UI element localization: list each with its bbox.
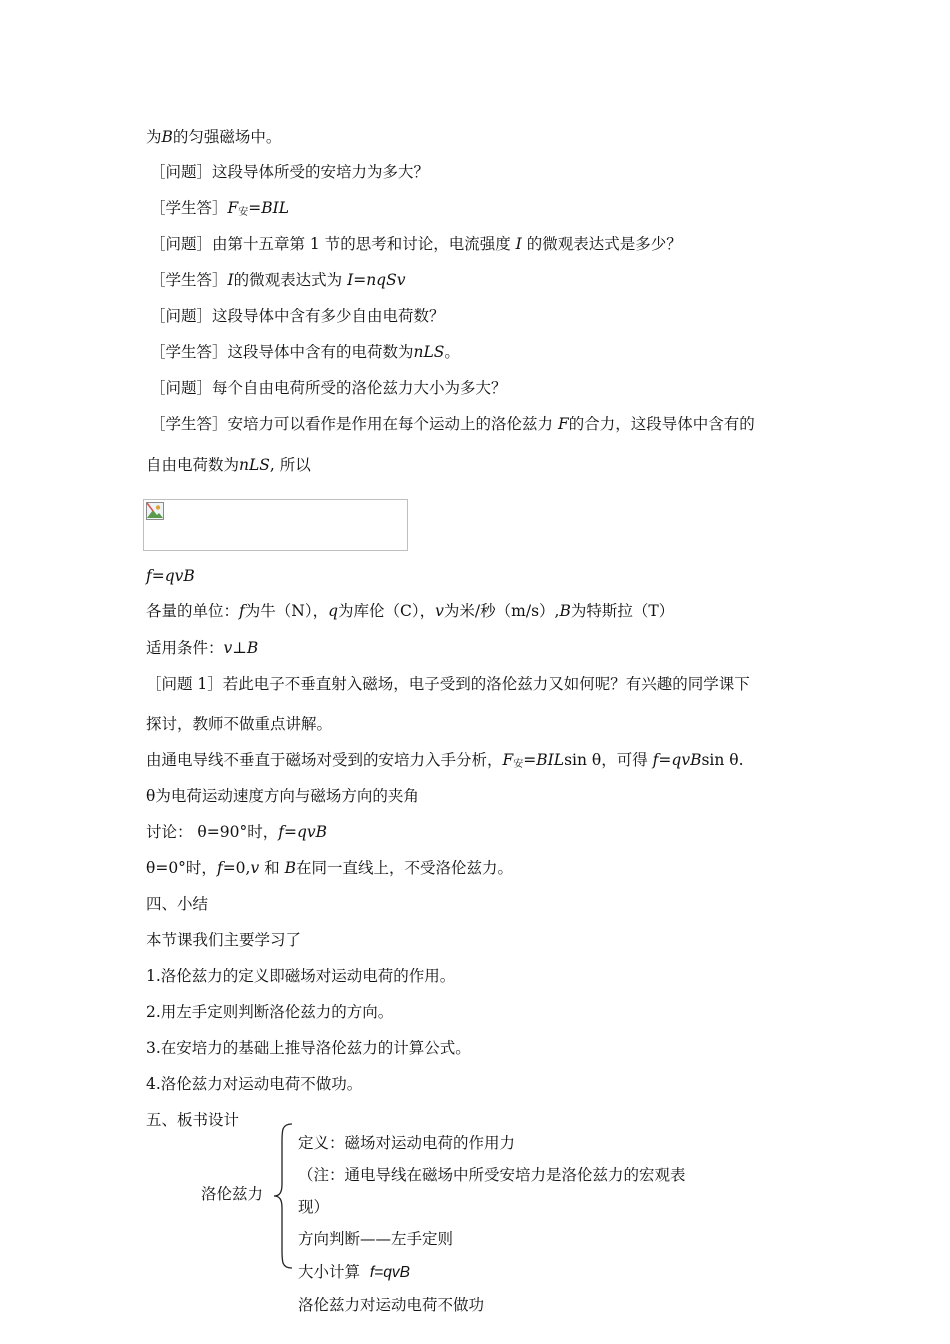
board-item-continued: 现） — [298, 1198, 330, 1216]
text: 适用条件： — [146, 639, 224, 657]
board-item: 洛伦兹力对运动电荷不做功 — [298, 1296, 485, 1314]
variable: nLS — [413, 343, 445, 361]
variable: B — [161, 128, 173, 146]
text: 的匀强磁场中。 — [172, 128, 282, 146]
text: 为 — [146, 128, 162, 146]
text: 为米/秒（m/s）, — [443, 602, 560, 620]
section-heading: 四、小结 — [146, 895, 209, 913]
formula: f=qvB — [369, 1264, 410, 1281]
variable: q — [328, 602, 339, 620]
left-brace-icon — [270, 1122, 296, 1270]
text: 自由电荷数为 — [146, 456, 240, 474]
answer-tag: ［学生答］ — [150, 199, 228, 217]
formula-line — [146, 566, 195, 586]
board-topic-label: 洛伦兹力 — [201, 1185, 264, 1203]
embedded-image-placeholder — [143, 499, 408, 551]
formula: =BIL — [248, 199, 290, 217]
theta-definition: θ为电荷运动速度方向与磁场方向的夹角 — [146, 787, 419, 805]
text: 的微观表达式是多少？ — [526, 235, 682, 253]
broken-image-icon — [146, 502, 164, 520]
board-item: （注：通电导线在磁场中所受安培力是洛伦兹力的宏观表 — [298, 1166, 686, 1184]
answer-line — [150, 270, 405, 290]
text: 大小计算 — [298, 1263, 361, 1281]
variable: F — [557, 415, 569, 433]
board-item — [298, 1262, 410, 1283]
question-line: ［问题 1］若此电子不垂直射入磁场，电子受到的洛伦兹力又如何呢？有兴趣的同学课下 — [146, 675, 750, 693]
text: 讨论： θ=90°时， — [146, 823, 279, 841]
text: 由通电导线不垂直于磁场对受到的安培力入手分析， — [146, 751, 503, 769]
units-line — [146, 601, 674, 621]
text: 和 — [264, 859, 280, 877]
derivation-line — [146, 750, 744, 775]
formula: f=qvB — [652, 751, 702, 769]
formula: f=qvB — [278, 823, 328, 841]
text: 在同一直线上，不受洛伦兹力。 — [296, 859, 514, 877]
answer-line — [150, 414, 755, 434]
text: sin θ. — [701, 751, 744, 769]
formula: I=nqSv — [347, 271, 406, 289]
text: , 所以 — [269, 456, 311, 474]
formula: f=qvB — [146, 567, 195, 585]
variable: B — [559, 602, 571, 620]
variable: nLS — [239, 456, 270, 474]
variable: v — [435, 602, 444, 620]
formula: =BIL — [523, 751, 565, 769]
summary-item: 1.洛伦兹力的定义即磁场对运动电荷的作用。 — [146, 967, 456, 985]
question-line: ［问题］这段导体所受的安培力为多大？ — [150, 163, 430, 181]
summary-item: 4.洛伦兹力对运动电荷不做功。 — [146, 1075, 363, 1093]
variable: F — [227, 199, 239, 217]
text-line — [146, 127, 281, 147]
text: 为特斯拉（T） — [570, 602, 675, 620]
answer-tag: ［学生答］ — [150, 271, 228, 289]
text: ［问题］由第十五章第 1 节的思考和讨论，电流强度 — [150, 235, 511, 253]
discussion-line — [146, 858, 513, 878]
subscript: 安 — [513, 759, 524, 770]
summary-intro: 本节课我们主要学习了 — [146, 931, 302, 949]
summary-item: 3.在安培力的基础上推导洛伦兹力的计算公式。 — [146, 1039, 471, 1057]
text: 。 — [444, 343, 460, 361]
subscript: 安 — [238, 207, 249, 218]
text: 为牛（N）， — [244, 602, 329, 620]
board-item: 定义：磁场对运动电荷的作用力 — [298, 1134, 516, 1152]
variable: B — [284, 859, 297, 877]
text: ［学生答］这段导体中含有的电荷数为 — [150, 343, 414, 361]
question-line-continued: 探讨，教师不做重点讲解。 — [146, 715, 333, 733]
question-line: ［问题］每个自由电荷所受的洛伦兹力大小为多大？ — [150, 379, 507, 397]
variable: v — [250, 859, 260, 877]
summary-item: 2.用左手定则判断洛伦兹力的方向。 — [146, 1003, 394, 1021]
variable: I — [227, 271, 234, 289]
condition-line — [146, 638, 258, 658]
text: 的微观表达式为 — [233, 271, 343, 289]
section-heading: 五、板书设计 — [146, 1111, 240, 1129]
answer-line — [150, 342, 460, 362]
discussion-line — [146, 822, 327, 842]
text: 各量的单位： — [146, 602, 240, 620]
text: θ=0°时， — [146, 859, 217, 877]
question-line: ［问题］这段导体中含有多少自由电荷数？ — [150, 307, 445, 325]
variable: I — [515, 235, 522, 253]
answer-line — [150, 198, 289, 223]
text: 为库伦（C）， — [338, 602, 436, 620]
text: ［学生答］安培力可以看作是作用在每个运动上的洛伦兹力 — [150, 415, 554, 433]
variable: f — [216, 859, 223, 877]
variable: F — [502, 751, 514, 769]
answer-line-continued — [146, 455, 311, 475]
question-line — [150, 234, 682, 254]
text: sin θ，可得 — [564, 751, 648, 769]
formula: v⊥B — [223, 639, 259, 657]
variable: f — [239, 602, 245, 620]
text: 的合力，这段导体中含有的 — [568, 415, 755, 433]
text: =0, — [222, 859, 251, 877]
board-item: 方向判断——左手定则 — [298, 1230, 454, 1248]
